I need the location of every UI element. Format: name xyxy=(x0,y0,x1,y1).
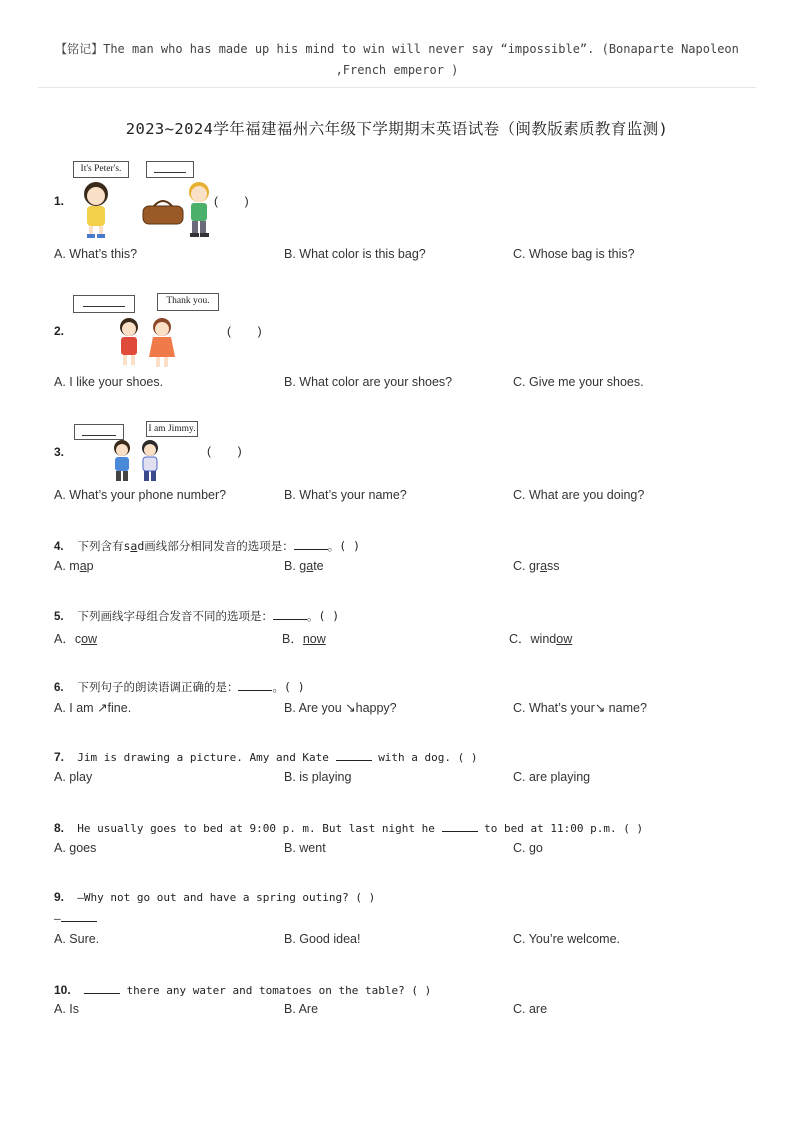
question-8-number: 8. xyxy=(54,821,65,835)
stem-text: with a dog. ( ) xyxy=(378,751,478,764)
stem-text: He usually goes to bed at 9:00 p. m. But last night he xyxy=(77,822,435,835)
question-9-answer-line[interactable] xyxy=(54,910,97,925)
option-b[interactable]: B. Good idea! xyxy=(284,932,361,946)
option-b[interactable]: B. is playing xyxy=(284,770,352,784)
page-title: 2023~2024学年福建福州六年级下学期期末英语试卷（闽教版素质教育监测) xyxy=(125,120,669,138)
motto-line-2: ,French emperor ) xyxy=(335,63,459,77)
answer-paren[interactable]: ( ) xyxy=(227,324,262,338)
stem-text: there any water and tomatoes on the table? ( ) xyxy=(126,984,432,997)
girl-figure xyxy=(120,318,138,365)
stem-text: 下列含有 xyxy=(77,539,124,553)
stem-text: s xyxy=(123,539,131,553)
option-c[interactable]: C. You’re welcome. xyxy=(513,932,621,946)
boy-figure xyxy=(189,182,209,237)
bubble-text: It's Peter's. xyxy=(80,164,122,174)
stem-text: 下列画线字母组合发音不同的选项是： xyxy=(77,609,273,623)
bubble-blank-line xyxy=(83,296,125,307)
question-6-stem xyxy=(54,679,305,695)
question-9-number: 9. xyxy=(54,890,65,904)
option-a[interactable]: A. map xyxy=(54,559,94,573)
answer-paren[interactable]: 。( ) xyxy=(327,539,361,553)
question-10-number: 10. xyxy=(54,983,71,997)
option-b[interactable]: B．now xyxy=(282,632,326,646)
option-b[interactable]: B. What color are your shoes? xyxy=(284,375,453,389)
question-5-number: 5. xyxy=(54,611,64,623)
answer-blank[interactable] xyxy=(294,538,328,550)
speech-bubble-right xyxy=(146,421,198,437)
speech-bubble-blank xyxy=(146,161,194,178)
speech-bubble-right xyxy=(157,293,219,311)
option-a[interactable]: A. What’s this? xyxy=(54,247,138,261)
bubble-text: I am Jimmy. xyxy=(148,424,196,434)
header-divider xyxy=(38,87,756,88)
option-a[interactable]: A. goes xyxy=(54,841,97,855)
answer-blank[interactable] xyxy=(442,820,478,832)
speech-bubble-blank xyxy=(73,295,135,313)
option-a[interactable]: A. I am ↗fine. xyxy=(54,701,132,715)
question-10-stem xyxy=(54,982,431,997)
question-3-number: 3. xyxy=(54,445,65,459)
stem-text: —Why not go out and have a spring outing? ( ) xyxy=(77,891,376,904)
two-boys-illustration xyxy=(108,438,168,486)
option-c[interactable]: C. What’s your↘ name? xyxy=(513,701,647,715)
speech-bubble-left xyxy=(73,161,129,178)
two-girls-illustration xyxy=(112,315,182,371)
answer-blank[interactable] xyxy=(84,982,120,994)
question-7-stem xyxy=(54,749,478,764)
option-b[interactable]: B. Are you ↘happy? xyxy=(284,701,397,715)
question-1-number: 1. xyxy=(54,194,65,208)
question-4-stem xyxy=(54,538,360,554)
option-c[interactable]: C. are xyxy=(513,1002,548,1016)
question-6-number: 6. xyxy=(54,682,64,694)
option-b[interactable]: B. What color is this bag? xyxy=(284,247,426,261)
option-a[interactable]: A. Is xyxy=(54,1002,80,1016)
girl-boy-bag-illustration xyxy=(76,178,216,240)
answer-paren[interactable]: 。( ) xyxy=(272,680,305,694)
boy-figure xyxy=(142,440,158,481)
girl-figure xyxy=(149,318,175,367)
stem-text: Jim is drawing a picture. Amy and Kate xyxy=(77,751,329,764)
answer-paren[interactable]: 。( ) xyxy=(306,609,340,623)
question-5-stem xyxy=(54,608,339,624)
question-4-number: 4. xyxy=(54,541,64,553)
bubble-blank-line xyxy=(82,425,116,436)
stem-underlined-letter: a xyxy=(130,539,138,553)
option-a[interactable]: A．cow xyxy=(54,632,98,646)
option-c[interactable]: C. Whose bag is this? xyxy=(513,247,635,261)
bubble-text: Thank you. xyxy=(166,296,210,306)
stem-text: 下列句子的朗读语调正确的是： xyxy=(77,680,239,694)
answer-blank[interactable] xyxy=(273,608,307,620)
option-c[interactable]: C. Give me your shoes. xyxy=(513,375,644,389)
motto-header xyxy=(40,39,754,81)
option-c[interactable]: C. go xyxy=(513,841,543,855)
stem-text: d xyxy=(137,539,145,553)
option-c[interactable]: C. grass xyxy=(513,559,560,573)
boy-figure xyxy=(114,440,130,481)
option-a[interactable]: A. I like your shoes. xyxy=(54,375,164,389)
answer-paren[interactable]: ( ) xyxy=(207,444,242,458)
bag-icon xyxy=(143,201,183,224)
girl-figure xyxy=(84,182,108,238)
stem-text: 画线部分相同发音的选项是： xyxy=(144,539,294,553)
option-b[interactable]: B. gate xyxy=(284,559,324,573)
answer-paren[interactable]: ( ) xyxy=(214,194,249,208)
question-2-number: 2. xyxy=(54,324,65,338)
answer-blank[interactable] xyxy=(238,679,272,691)
option-a[interactable]: A. Sure. xyxy=(54,932,100,946)
option-a[interactable]: A. play xyxy=(54,770,93,784)
option-a[interactable]: A. What’s your phone number? xyxy=(54,488,227,502)
question-8-stem xyxy=(54,820,643,835)
option-c[interactable]: C. are playing xyxy=(513,770,591,784)
stem-text: to bed at 11:00 p.m. ( ) xyxy=(484,822,644,835)
option-b[interactable]: B. went xyxy=(284,841,326,855)
option-c[interactable]: C．window xyxy=(509,632,573,646)
option-c[interactable]: C. What are you doing? xyxy=(513,488,645,502)
question-9-stem xyxy=(54,890,375,904)
bubble-blank-line xyxy=(154,162,186,173)
option-b[interactable]: B. What’s your name? xyxy=(284,488,407,502)
question-7-number: 7. xyxy=(54,750,65,764)
answer-blank[interactable] xyxy=(61,910,97,922)
motto-line-1: 【铭记】The man who has made up his mind to win will never say “impossible”. (Bonaparte Napoleon xyxy=(55,42,739,56)
option-b[interactable]: B. Are xyxy=(284,1002,319,1016)
dash: — xyxy=(54,912,61,925)
answer-blank[interactable] xyxy=(336,749,372,761)
